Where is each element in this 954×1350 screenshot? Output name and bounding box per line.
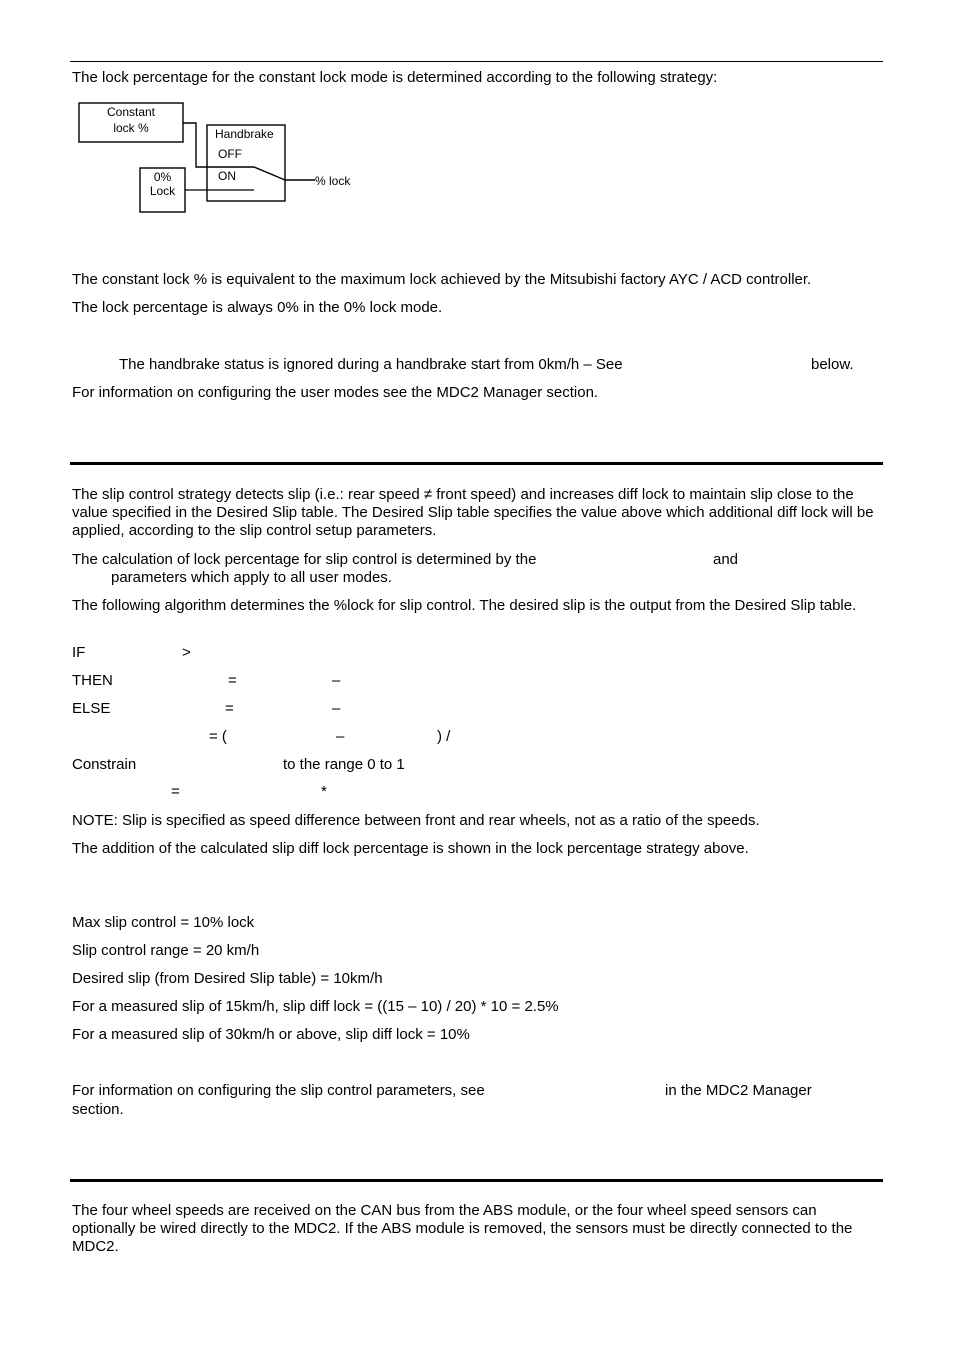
algorithm-intro: The following algorithm determines the %lock for slip control. The desired slip is the output from the Desired Slip table. [72, 597, 857, 614]
constant-lock-wire [183, 123, 218, 167]
example-range: Slip control range = 20 km/h [72, 942, 260, 959]
algo-range: to the range 0 to 1 [283, 756, 405, 773]
algo-then: THEN [72, 672, 113, 689]
constant-lock-label-1: Constant [106, 105, 156, 119]
slip-config-manager: in the MDC2 Manager [665, 1082, 812, 1099]
intro-text: The lock percentage for the constant lock mode is determined according to the following strategy: [72, 69, 718, 86]
algo-ratio-close: ) / [437, 728, 451, 745]
slip-config-text: For information on configuring the slip control parameters, see [72, 1082, 485, 1099]
constant-lock-paragraph: The constant lock % is equivalent to the maximum lock achieved by the Mitsubishi factory AYC / ACD controller. [72, 271, 812, 288]
algo-if: IF [72, 644, 86, 661]
section-rule-slip [70, 462, 883, 465]
algo-else-minus: – [332, 700, 341, 717]
constant-lock-label-2: lock % [113, 121, 149, 135]
algo-then-eq: = [228, 672, 237, 689]
algo-then-minus: – [332, 672, 341, 689]
example-max-slip: Max slip control = 10% lock [72, 914, 255, 931]
example-measured-15: For a measured slip of 15km/h, slip diff lock = ((15 – 10) / 20) * 10 = 2.5% [72, 998, 559, 1015]
section-rule-wheel-speeds [70, 1179, 883, 1182]
diagram-lines [0, 0, 954, 240]
algo-result-star: * [321, 783, 327, 800]
off-label: OFF [218, 147, 242, 161]
zero-lock-paragraph: The lock percentage is always 0% in the 0% lock mode. [72, 299, 443, 316]
algo-constrain: Constrain [72, 756, 137, 773]
on-label: ON [218, 169, 236, 183]
output-label: % lock [315, 174, 351, 188]
slip-calc-text: The calculation of lock percentage for slip control is determined by the [72, 551, 537, 568]
example-measured-30: For a measured slip of 30km/h or above, slip diff lock = 10% [72, 1026, 470, 1043]
slip-note: NOTE: Slip is specified as speed difference between front and rear wheels, not as a ratio of the speeds. [72, 812, 760, 829]
zero-lock-label-2: Lock [149, 184, 176, 198]
addition-paragraph: The addition of the calculated slip diff lock percentage is shown in the lock percentage strategy above. [72, 840, 749, 857]
handbrake-label: Handbrake [215, 127, 274, 141]
slip-calc-and: and [713, 551, 739, 568]
algo-else: ELSE [72, 700, 111, 717]
zero-lock-label-1: 0% [153, 170, 172, 184]
algo-gt: > [182, 644, 191, 661]
user-modes-paragraph: For information on configuring the user modes see the MDC2 Manager section. [72, 384, 599, 401]
slip-config-section: section. [72, 1101, 124, 1118]
slip-calc-text-2: parameters which apply to all user modes. [111, 569, 392, 586]
example-desired: Desired slip (from Desired Slip table) = 10km/h [72, 970, 383, 987]
algo-else-eq: = [225, 700, 234, 717]
algo-ratio-open: = ( [209, 728, 227, 745]
algo-result-eq: = [171, 783, 180, 800]
algo-ratio-minus: – [336, 728, 345, 745]
handbrake-note-below: below. [811, 356, 854, 373]
wheel-speeds-paragraph: The four wheel speeds are received on the CAN bus from the ABS module, or the four wheel speed sensors can optionally be wired directly to the MDC2. If the ABS module is removed, the sensors must be directly connected to the MDC2. [72, 1202, 853, 1255]
slip-intro-paragraph: The slip control strategy detects slip (i.e.: rear speed ≠ front speed) and increases diff lock to maintain slip close to the value specified in the Desired Slip table. The Desired Slip table specifies the value above which additional diff lock will be applied, according to the slip control setup parameters. [72, 486, 874, 539]
handbrake-note-text: The handbrake status is ignored during a handbrake start from 0km/h – See [119, 356, 623, 373]
